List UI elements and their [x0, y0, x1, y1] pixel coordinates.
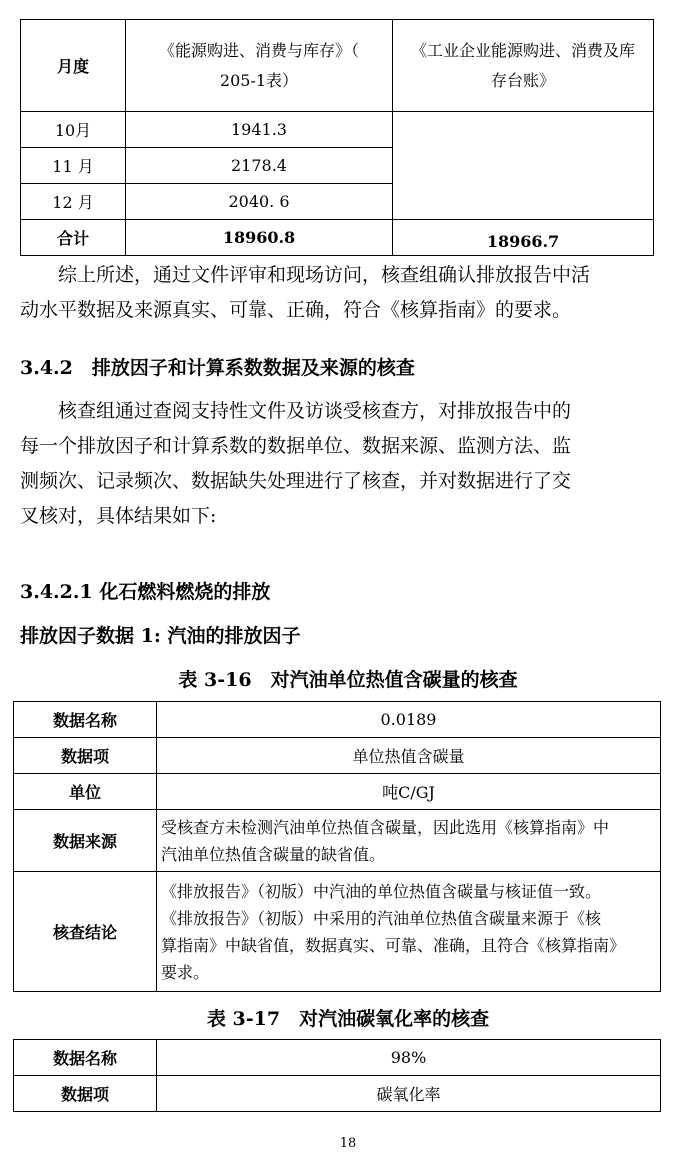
energy-consumption-table	[20, 19, 654, 256]
total-value-1: 18960.8	[126, 220, 393, 256]
table-row	[14, 1076, 661, 1112]
total-value-2: 18966.7	[393, 220, 654, 256]
summary-paragraph	[20, 258, 660, 328]
source-line-1: 受核查方未检测汽油单位热值含碳量，因此选用《核算指南》中	[161, 817, 610, 837]
row-value: 98%	[157, 1040, 661, 1076]
source-line-2: 汽油单位热值含碳量的缺省值。	[161, 844, 386, 864]
method-line-3: 测频次、记录频次、数据缺失处理进行了核查，并对数据进行了交	[20, 470, 572, 492]
ledger-merged-cell	[393, 112, 654, 220]
table-caption-3-16: 表 3-16 对汽油单位热值含碳量的核查	[178, 669, 518, 691]
summary-line-2: 动水平数据及来源真实、可靠、正确，符合《核算指南》的要求。	[20, 299, 572, 321]
value-cell: 2178.4	[126, 148, 393, 184]
ledger-header-line2: 存台账》	[490, 70, 555, 90]
conclusion-line-2: 《排放报告》（初版）中采用的汽油单位热值含碳量来源于《核	[161, 908, 602, 928]
energy-report-header-line1: 《能源购进、消费与库存》（	[158, 40, 359, 60]
row-value: 碳氧化率	[157, 1076, 661, 1112]
row-value: 吨C/GJ	[157, 774, 661, 810]
value-cell: 2040. 6	[126, 184, 393, 220]
method-line-1: 核查组通过查阅支持性文件及访谈受核查方，对排放报告中的	[58, 400, 572, 422]
energy-report-header-line2: 205-1表）	[219, 70, 299, 90]
table-row	[14, 702, 661, 738]
method-line-2: 每一个排放因子和计算系数的数据单位、数据来源、监测方法、监	[20, 435, 572, 457]
conclusion-value	[157, 872, 661, 992]
table-row	[14, 774, 661, 810]
oxidation-rate-table	[13, 1039, 661, 1112]
factor-heading-1: 排放因子数据 1: 汽油的排放因子	[20, 625, 301, 647]
table-row	[21, 112, 654, 148]
source-value	[157, 810, 661, 872]
total-row	[21, 220, 654, 256]
value-cell: 1941.3	[126, 112, 393, 148]
conclusion-label: 核查结论	[14, 872, 157, 992]
month-cell: 10月	[21, 112, 126, 148]
month-cell: 11 月	[21, 148, 126, 184]
table-row	[14, 738, 661, 774]
month-cell: 12 月	[21, 184, 126, 220]
method-paragraph	[20, 394, 660, 534]
source-label: 数据来源	[14, 810, 157, 872]
table-caption-3-17: 表 3-17 对汽油碳氧化率的核查	[206, 1008, 490, 1030]
ledger-header-line1: 《工业企业能源购进、消费及库	[410, 40, 635, 60]
row-label: 单位	[14, 774, 157, 810]
ledger-header	[393, 20, 654, 112]
conclusion-line-3: 算指南》中缺省值，数据真实、可靠、准确，且符合《核算指南》	[161, 935, 626, 955]
summary-line-1: 综上所述，通过文件评审和现场访问，核查组确认排放报告中活	[58, 264, 591, 286]
month-header: 月度	[21, 20, 126, 112]
page-number: 18	[339, 1136, 357, 1151]
section-heading-3-4-2-1: 3.4.2.1 化石燃料燃烧的排放	[20, 581, 271, 603]
section-heading-3-4-2: 3.4.2 排放因子和计算系数数据及来源的核查	[20, 357, 415, 379]
conclusion-line-4: 要求。	[161, 962, 210, 982]
table-header-row	[21, 20, 654, 112]
row-label: 数据名称	[14, 1040, 157, 1076]
conclusion-line-1: 《排放报告》（初版）中汽油的单位热值含碳量与核证值一致。	[161, 881, 602, 901]
table-row	[14, 872, 661, 992]
total-label: 合计	[21, 220, 126, 256]
row-value: 单位热值含碳量	[157, 738, 661, 774]
row-value: 0.0189	[157, 702, 661, 738]
table-row	[14, 810, 661, 872]
carbon-content-table	[13, 701, 661, 992]
table-row	[14, 1040, 661, 1076]
row-label: 数据项	[14, 1076, 157, 1112]
energy-report-header	[126, 20, 393, 112]
row-label: 数据项	[14, 738, 157, 774]
method-line-4: 叉核对，具体结果如下:	[20, 505, 217, 527]
row-label: 数据名称	[14, 702, 157, 738]
